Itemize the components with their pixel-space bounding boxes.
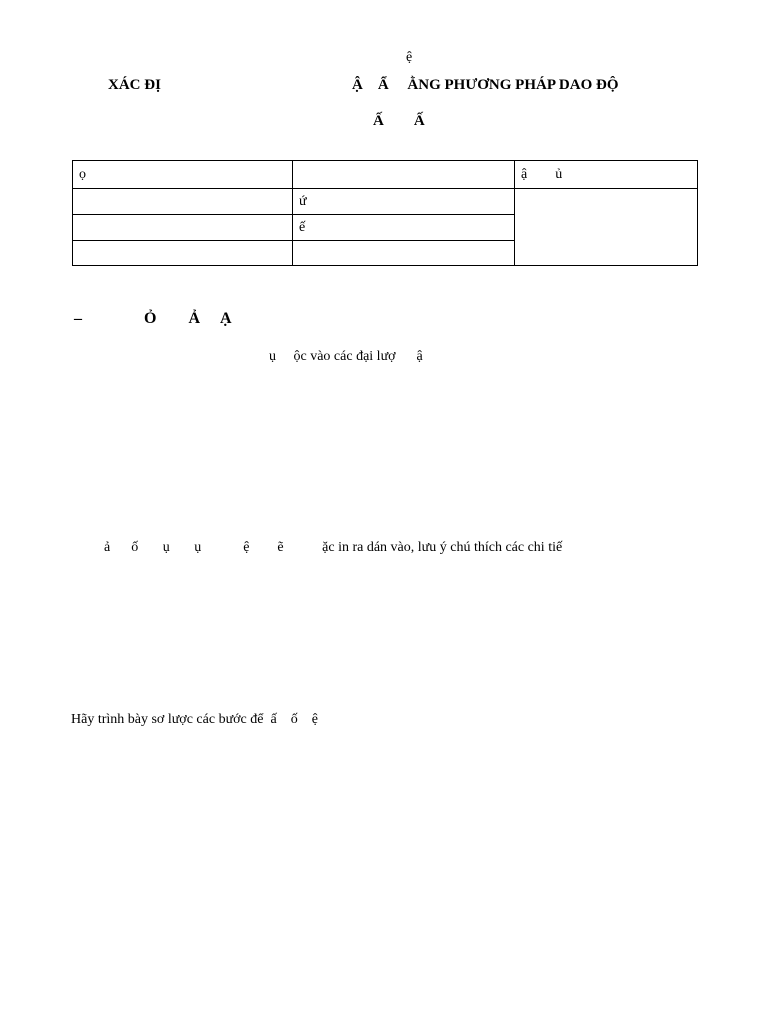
title-right: Ậ Ẩ ẰNG PHƯƠNG PHÁP DAO ĐỘ xyxy=(352,77,619,93)
table-cell: ứ xyxy=(293,189,515,215)
table-cell xyxy=(293,161,515,189)
table-cell xyxy=(73,189,293,215)
header-mark: ệ xyxy=(406,50,413,65)
question-3: Hãy trình bày sơ lược các bước để ấ ố ệ xyxy=(71,712,318,727)
subtitle: Ấ Ấ xyxy=(373,113,425,129)
table-row xyxy=(73,161,698,189)
table-cell xyxy=(73,215,293,241)
grade-label-cell: ậ ủ xyxy=(515,161,698,189)
table-row xyxy=(73,189,698,215)
table-cell xyxy=(73,241,293,266)
question-1: ụ ộc vào các đại lượ ậ xyxy=(269,349,423,364)
section-dash: – xyxy=(74,310,82,327)
title-left: XÁC ĐỊ xyxy=(108,77,161,93)
table-cell: ế xyxy=(293,215,515,241)
grade-box xyxy=(515,189,698,266)
info-table xyxy=(72,160,698,266)
name-label-cell: ọ xyxy=(73,161,293,189)
section-heading: Ỏ Ả Ạ xyxy=(144,310,232,327)
table-cell xyxy=(293,241,515,266)
question-2: ả ố ụ ụ ệ ẽ ặc in ra dán vào, lưu ý chú thích các chi tiế xyxy=(104,540,563,555)
